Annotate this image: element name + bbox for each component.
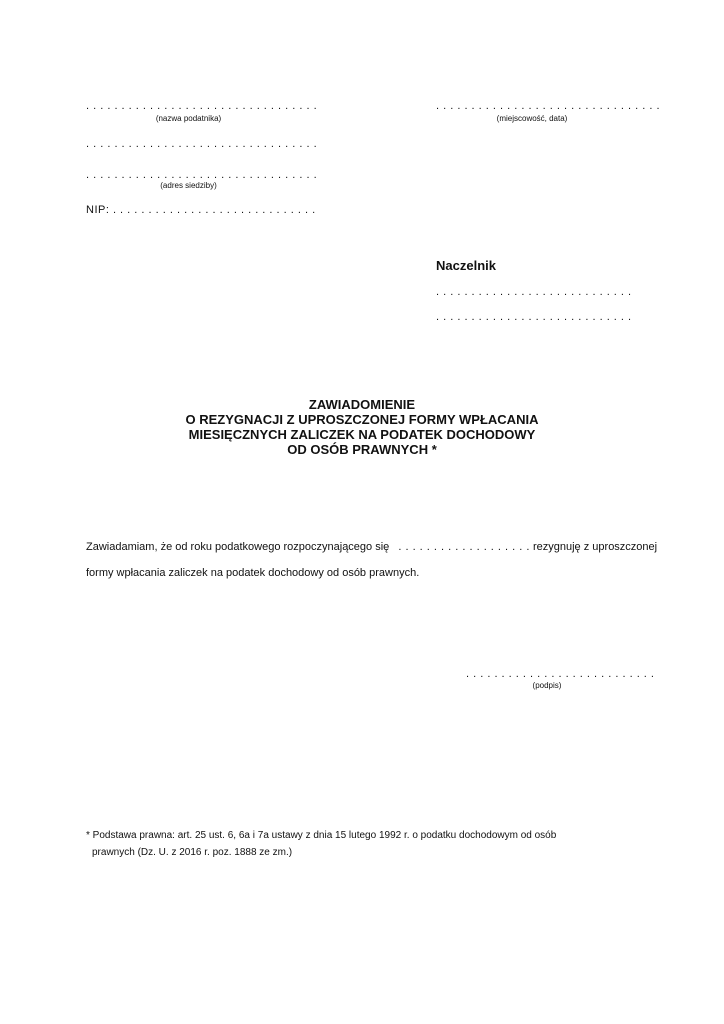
taxpayer-name-caption: (nazwa podatnika) [155, 114, 222, 123]
document-title-line-1: ZAWIADOMIENIE [308, 397, 416, 412]
body-line-1-end: rezygnuję z uproszczonej [532, 541, 658, 553]
place-date-caption: (miejscowość, data) [496, 114, 568, 123]
document-title-line-2: O REZYGNACJI Z UPROSZCZONEJ FORMY WPŁACANIA [185, 412, 539, 427]
body-line-1 [86, 541, 657, 553]
signature-field: . . . . . . . . . . . . . . . . . . . . . . . . . . . [466, 668, 655, 680]
body-line-2: formy wpłacania zaliczek na podatek dochodowy od osób prawnych. [86, 567, 420, 579]
addressee-line-2-field: . . . . . . . . . . . . . . . . . . . . . . . . . . . . [436, 311, 632, 323]
year-field: . . . . . . . . . . . . . . . . . . . [398, 541, 530, 553]
footnote-line-2: prawnych (Dz. U. z 2016 r. poz. 1888 ze zm.) [92, 847, 293, 858]
address-line-2-field: . . . . . . . . . . . . . . . . . . . . . . . . . . . . . . . . . [86, 169, 318, 181]
document-title-line-4: OD OSÓB PRAWNYCH * [287, 442, 437, 457]
body-line-1-start: Zawiadamiam, że od roku podatkowego rozpoczynającego się [86, 541, 390, 553]
addressee-line-1-field: . . . . . . . . . . . . . . . . . . . . . . . . . . . . [436, 286, 632, 298]
signature-caption: (podpis) [532, 681, 562, 690]
footnote-line-1: * Podstawa prawna: art. 25 ust. 6, 6a i 7a ustawy z dnia 15 lutego 1992 r. o podatku dochodowym od osób [86, 830, 557, 841]
nip-field: NIP: . . . . . . . . . . . . . . . . . . . . . . . . . . . . . [86, 204, 316, 216]
place-date-field: . . . . . . . . . . . . . . . . . . . . . . . . . . . . . . . . [436, 100, 661, 112]
addressee-title: Naczelnik [436, 258, 496, 273]
address-caption: (adres siedziby) [160, 181, 217, 190]
address-line-1-field: . . . . . . . . . . . . . . . . . . . . . . . . . . . . . . . . . [86, 138, 318, 150]
document-title-line-3: MIESIĘCZNYCH ZALICZEK NA PODATEK DOCHODOWY [188, 427, 536, 442]
taxpayer-name-field: . . . . . . . . . . . . . . . . . . . . . . . . . . . . . . . . . [86, 100, 318, 112]
